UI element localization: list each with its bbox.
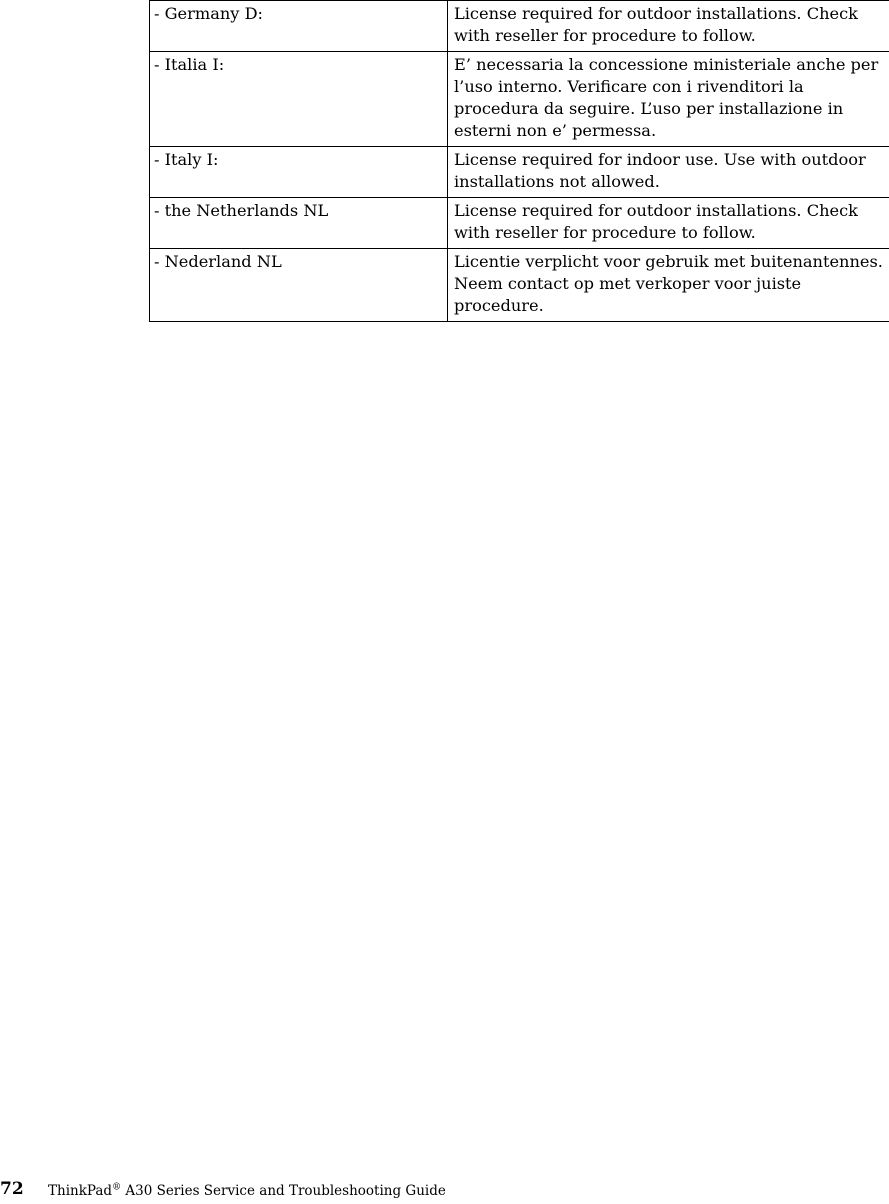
requirement-cell: License required for outdoor installations. Check with reseller for procedure to follow.: [448, 198, 889, 249]
page-number: 72: [0, 1179, 24, 1199]
table-row: [150, 1, 889, 52]
license-requirements-table: [149, 0, 889, 322]
requirement-cell: E’ necessaria la concessione ministeriale anche per l’uso interno. Verificare con i rivenditori la procedura da seguire. L’uso per installazione in esterni non e’ permessa.: [448, 52, 889, 147]
requirement-cell: License required for indoor use. Use with outdoor installations not allowed.: [448, 147, 889, 198]
document-title: [48, 1183, 446, 1199]
license-table-container: [149, 0, 889, 322]
registered-mark: ®: [112, 1183, 121, 1193]
country-cell: - Italia I:: [150, 52, 448, 147]
table-row: [150, 147, 889, 198]
country-cell: - Nederland NL: [150, 249, 448, 322]
country-cell: - Germany D:: [150, 1, 448, 52]
table-row: [150, 198, 889, 249]
country-cell: - the Netherlands NL: [150, 198, 448, 249]
table-row: [150, 52, 889, 147]
country-cell: - Italy I:: [150, 147, 448, 198]
product-name: ThinkPad: [48, 1183, 112, 1199]
document-title-rest: A30 Series Service and Troubleshooting Guide: [121, 1183, 446, 1199]
requirement-cell: License required for outdoor installations. Check with reseller for procedure to follow.: [448, 1, 889, 52]
table-row: [150, 249, 889, 322]
requirement-cell: Licentie verplicht voor gebruik met buitenantennes. Neem contact op met verkoper voor juiste procedure.: [448, 249, 889, 322]
